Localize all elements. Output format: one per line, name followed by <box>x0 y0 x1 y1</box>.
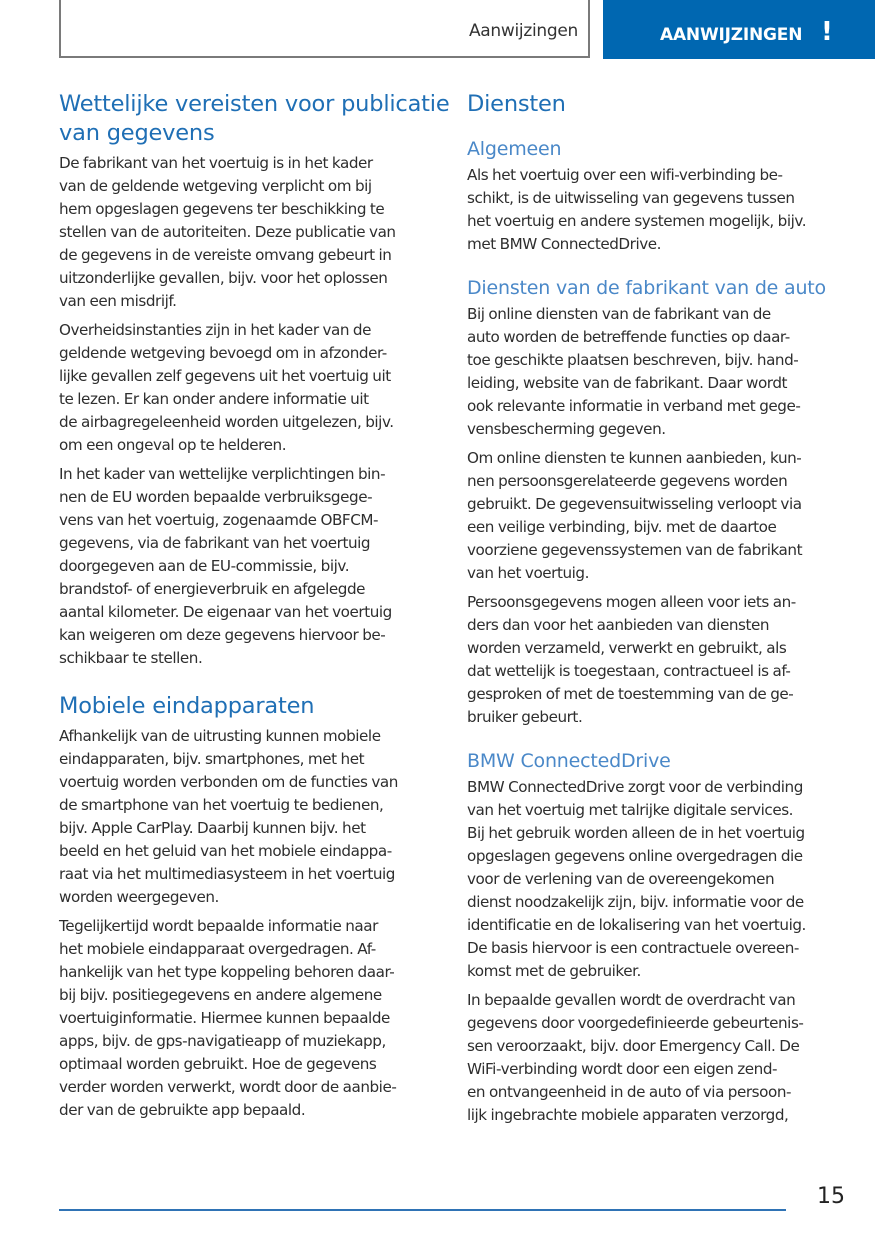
chapter-tab[interactable] <box>603 0 875 59</box>
text-line: en ontvangeenheid in de auto of via persoon- <box>467 1083 792 1101</box>
spacer <box>467 262 852 276</box>
text-line: van het voertuig. <box>467 564 589 582</box>
paragraph <box>467 591 852 729</box>
subsection-title-general: Algemeen <box>467 138 562 160</box>
text-line: lijk ingebrachte mobiele apparaten verzorgd, <box>467 1106 789 1124</box>
footer-rule <box>59 1209 786 1211</box>
page-number: 15 <box>817 1184 845 1209</box>
text-line: de smartphone van het voertuig te bedienen, <box>59 796 384 814</box>
paragraph <box>467 303 852 441</box>
text-line: geldende wetgeving bevoegd om in afzonder- <box>59 344 387 362</box>
text-line: raat via het multimediasysteem in het voertuig <box>59 865 395 883</box>
text-line: worden weergegeven. <box>59 888 219 906</box>
text-line: nen de EU worden bepaalde verbruiksgege- <box>59 488 373 506</box>
section-title-line: Diensten <box>467 91 566 117</box>
text-line: Tegelijkertijd wordt bepaalde informatie naar <box>59 917 378 935</box>
section-title-legal-requirements <box>59 90 450 148</box>
paragraph <box>59 463 444 670</box>
text-line: doorgegeven aan de EU-commissie, bijv. <box>59 557 350 575</box>
text-line: De basis hiervoor is een contractuele overeen- <box>467 939 799 957</box>
text-line: voorziene gegevenssystemen van de fabrikant <box>467 541 803 559</box>
text-line: van de geldende wetgeving verplicht om bij <box>59 177 372 195</box>
text-line: vens van het voertuig, zogenaamde OBFCM- <box>59 511 379 529</box>
text-line: bruiker gebeurt. <box>467 708 583 726</box>
text-line: ders dan voor het aanbieden van diensten <box>467 616 770 634</box>
text-line: In het kader van wettelijke verplichtingen bin- <box>59 465 386 483</box>
text-line: nen persoonsgerelateerde gegevens worden <box>467 472 788 490</box>
paragraph <box>59 319 444 457</box>
subsection-title-connecteddrive: BMW ConnectedDrive <box>467 750 671 772</box>
text-line: der van de gebruikte app bepaald. <box>59 1101 306 1119</box>
text-line: Overheidsinstanties zijn in het kader van de <box>59 321 372 339</box>
paragraph <box>467 776 852 983</box>
text-line: apps, bijv. de gps-navigatieapp of muziekapp, <box>59 1032 386 1050</box>
text-line: De fabrikant van het voertuig is in het kader <box>59 154 373 172</box>
text-line: Afhankelijk van de uitrusting kunnen mobiele <box>59 727 381 745</box>
text-line: te lezen. Er kan onder andere informatie uit <box>59 390 369 408</box>
text-line: de airbagregeleenheid worden uitgelezen, bijv. <box>59 413 394 431</box>
section-title-services <box>467 90 852 119</box>
paragraph <box>467 447 852 585</box>
left-column <box>59 90 450 1128</box>
text-line: ook relevante informatie in verband met gege- <box>467 397 801 415</box>
subsection-title-manufacturer-services: Diensten van de fabrikant van de auto <box>467 277 826 299</box>
text-line: met BMW ConnectedDrive. <box>467 235 662 253</box>
text-line: gegevens door voorgedefinieerde gebeurtenis- <box>467 1014 804 1032</box>
text-line: van het voertuig met talrijke digitale services. <box>467 801 794 819</box>
chapter-tab-label: AANWIJZINGEN <box>660 25 803 45</box>
spacer <box>467 123 852 137</box>
text-line: sen veroorzaakt, bijv. door Emergency Call. De <box>467 1037 800 1055</box>
text-line: Als het voertuig over een wifi-verbinding be- <box>467 166 783 184</box>
text-line: de gegevens in de vereiste omvang gebeurt in <box>59 246 392 264</box>
running-header-section-label: Aanwijzingen <box>468 21 578 41</box>
spacer <box>467 735 852 749</box>
paragraph <box>467 164 852 256</box>
text-line: Bij online diensten van de fabrikant van de <box>467 305 771 323</box>
text-line: lijke gevallen zelf gegevens uit het voertuig uit <box>59 367 391 385</box>
text-line: toe geschikte plaatsen beschreven, bijv. hand- <box>467 351 799 369</box>
section-title-line: Mobiele eindapparaten <box>59 693 315 719</box>
paragraph <box>59 915 444 1122</box>
text-line: kan weigeren om deze gegevens hiervoor be- <box>59 626 386 644</box>
text-line: gebruikt. De gegevensuitwisseling verloopt via <box>467 495 802 513</box>
text-line: voertuiginformatie. Hiermee kunnen bepaalde <box>59 1009 390 1027</box>
text-line: worden verzameld, verwerkt en gebruikt, als <box>467 639 787 657</box>
section-title-line: van gegevens <box>59 120 215 146</box>
text-line: Bij het gebruik worden alleen de in het voertuig <box>467 824 805 842</box>
text-line: een veilige verbinding, bijv. met de daartoe <box>467 518 777 536</box>
exclamation-icon: ! <box>821 17 833 47</box>
paragraph <box>59 152 444 313</box>
text-line: BMW ConnectedDrive zorgt voor de verbinding <box>467 778 803 796</box>
text-line: schikbaar te stellen. <box>59 649 203 667</box>
section-title-mobile-devices <box>59 692 444 721</box>
text-line: leiding, website van de fabrikant. Daar wordt <box>467 374 788 392</box>
text-line: voor de verlening van de overeengekomen <box>467 870 775 888</box>
text-line: dat wettelijk is toegestaan, contractueel is af- <box>467 662 791 680</box>
text-line: eindapparaten, bijv. smartphones, met het <box>59 750 365 768</box>
paragraph <box>467 989 852 1127</box>
text-line: stellen van de autoriteiten. Deze publicatie van <box>59 223 396 241</box>
text-line: om een ongeval op te helderen. <box>59 436 287 454</box>
text-line: gegevens, via de fabrikant van het voertuig <box>59 534 371 552</box>
paragraph <box>59 725 444 909</box>
text-line: auto worden de betreffende functies op daar- <box>467 328 790 346</box>
text-line: hankelijk van het type koppeling behoren daar- <box>59 963 395 981</box>
text-line: gesproken of met de toestemming van de ge- <box>467 685 794 703</box>
text-line: het mobiele eindapparaat overgedragen. Af- <box>59 940 376 958</box>
spacer <box>59 676 444 692</box>
text-line: opgeslagen gegevens online overgedragen die <box>467 847 803 865</box>
running-header-box <box>59 0 590 58</box>
text-line: verder worden verwerkt, wordt door de aanbie- <box>59 1078 397 1096</box>
text-line: uitzonderlijke gevallen, bijv. voor het oplossen <box>59 269 388 287</box>
text-line: van een misdrijf. <box>59 292 177 310</box>
right-column <box>467 90 852 1133</box>
text-line: schikt, is de uitwisseling van gegevens tussen <box>467 189 795 207</box>
text-line: WiFi-verbinding wordt door een eigen zend- <box>467 1060 778 1078</box>
text-line: bijv. Apple CarPlay. Daarbij kunnen bijv. het <box>59 819 366 837</box>
text-line: voertuig worden verbonden om de functies van <box>59 773 398 791</box>
text-line: aantal kilometer. De eigenaar van het voertuig <box>59 603 392 621</box>
text-line: dienst noodzakelijk zijn, bijv. informatie voor de <box>467 893 804 911</box>
text-line: beeld en het geluid van het mobiele eindappa- <box>59 842 392 860</box>
text-line: identificatie en de lokalisering van het voertuig. <box>467 916 806 934</box>
text-line: komst met de gebruiker. <box>467 962 641 980</box>
text-line: bij bijv. positiegegevens en andere algemene <box>59 986 382 1004</box>
text-line: Om online diensten te kunnen aanbieden, kun- <box>467 449 802 467</box>
text-line: In bepaalde gevallen wordt de overdracht van <box>467 991 796 1009</box>
text-line: vensbescherming gegeven. <box>467 420 666 438</box>
section-title-line: Wettelijke vereisten voor publicatie <box>59 91 450 117</box>
text-line: het voertuig en andere systemen mogelijk, bijv. <box>467 212 807 230</box>
text-line: optimaal worden gebruikt. Hoe de gegevens <box>59 1055 377 1073</box>
text-line: hem opgeslagen gegevens ter beschikking te <box>59 200 385 218</box>
text-line: brandstof- of energieverbruik en afgelegde <box>59 580 366 598</box>
text-line: Persoonsgegevens mogen alleen voor iets an- <box>467 593 796 611</box>
